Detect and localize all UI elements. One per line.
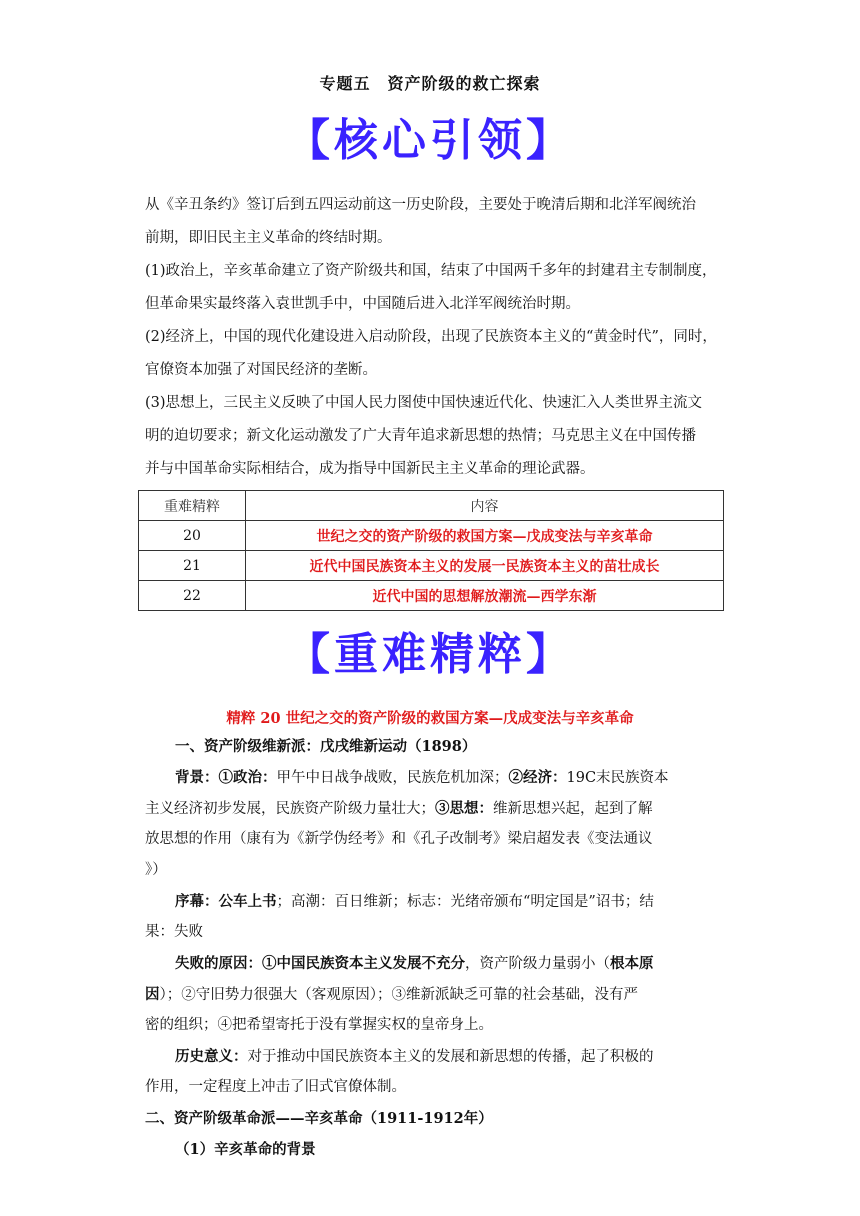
intro-political-cont: 但革命果实最终落入袁世凯手中，中国随后进入北洋军阀统治时期。 xyxy=(145,296,580,312)
table-cell-content: 近代中国民族资本主义的发展一民族资本主义的苗壮成长 xyxy=(246,551,724,581)
intro-thought-cont: 并与中国革命实际相结合，成为指导中国新民主主义革命的理论武器。 xyxy=(145,461,595,477)
background-line: 主义经济初步发展，民族资产阶级力量壮大；③思想：维新思想兴起，起到了解 xyxy=(145,800,653,817)
intro-political: (1)政治上，辛亥革命建立了资产阶级共和国，结束了中国两千多年的封建君主专制制度， xyxy=(145,263,717,279)
part2-subheading: （1）辛亥革命的背景 xyxy=(175,1141,316,1158)
significance-line: 作用，一定程度上冲击了旧式官僚体制。 xyxy=(145,1079,406,1095)
background-line: 背景：①政治：甲午中日战争战败，民族危机加深；②经济：19C末民族资本 xyxy=(175,769,669,786)
failure-line: 失败的原因：①中国民族资本主义发展不充分，资产阶级力量弱小（根本原 xyxy=(175,955,654,972)
intro-line: 前期，即旧民主主义革命的终结时期。 xyxy=(145,230,392,246)
table-header: 重难精粹 xyxy=(139,491,246,521)
intro-thought-cont: 明的迫切要求；新文化运动激发了广大青年追求新思想的热情；马克思主义在中国传播 xyxy=(145,428,696,444)
table-cell-content: 近代中国的思想解放潮流—西学东渐 xyxy=(246,581,724,611)
table-row xyxy=(139,581,724,611)
background-line: 放思想的作用（康有为《新学伪经考》和《孔子改制考》梁启超发表《变法通议 xyxy=(145,831,653,847)
sequence-line: 序幕：公车上书；高潮：百日维新；标志：光绪帝颁布“明定国是”诏书；结 xyxy=(175,893,654,910)
part2-heading: 二、资产阶级革命派——辛亥革命（1911-1912年） xyxy=(145,1110,493,1127)
failure-line: 密的组织；④把希望寄托于没有掌握实权的皇帝身上。 xyxy=(145,1017,493,1033)
part1-heading: 一、资产阶级维新派：戊戌维新运动（1898） xyxy=(175,738,477,755)
intro-economic: (2)经济上，中国的现代化建设进入启动阶段，出现了民族资本主义的“黄金时代”，同时， xyxy=(145,329,717,345)
table-header-row xyxy=(139,491,724,521)
intro-economic-cont: 官僚资本加强了对国民经济的垄断。 xyxy=(145,362,377,378)
topics-table xyxy=(138,490,724,611)
banner-key-essence: 【重难精粹】 xyxy=(286,629,574,680)
table-cell-num: 22 xyxy=(139,581,246,611)
table-row xyxy=(139,521,724,551)
table-cell-num: 20 xyxy=(139,521,246,551)
section-title: 精粹 20 世纪之交的资产阶级的救国方案—戊成变法与辛亥革命 xyxy=(226,710,634,727)
sequence-line: 果：失败 xyxy=(145,924,203,940)
background-line: 》） xyxy=(145,862,167,878)
failure-line: 因）；②守旧势力很强大（客观原因）；③维新派缺乏可靠的社会基础，没有严 xyxy=(145,986,638,1003)
document-title: 专题五 资产阶级的救亡探索 xyxy=(319,74,541,93)
table-row xyxy=(139,551,724,581)
table-cell-content: 世纪之交的资产阶级的救国方案—戊成变法与辛亥革命 xyxy=(246,521,724,551)
banner-core-guide: 【核心引领】 xyxy=(286,115,574,166)
part1-body xyxy=(145,731,715,1165)
intro-paragraphs xyxy=(145,189,725,486)
table-cell-num: 21 xyxy=(139,551,246,581)
intro-line: 从《辛丑条约》签订后到五四运动前这一历史阶段，主要处于晚清后期和北洋军阀统治 xyxy=(145,197,696,213)
intro-thought: (3)思想上，三民主义反映了中国人民力图使中国快速近代化、快速汇入人类世界主流文 xyxy=(145,395,703,411)
significance-line: 历史意义：对于推动中国民族资本主义的发展和新思想的传播，起了积极的 xyxy=(175,1048,654,1065)
table-header: 内容 xyxy=(246,491,724,521)
